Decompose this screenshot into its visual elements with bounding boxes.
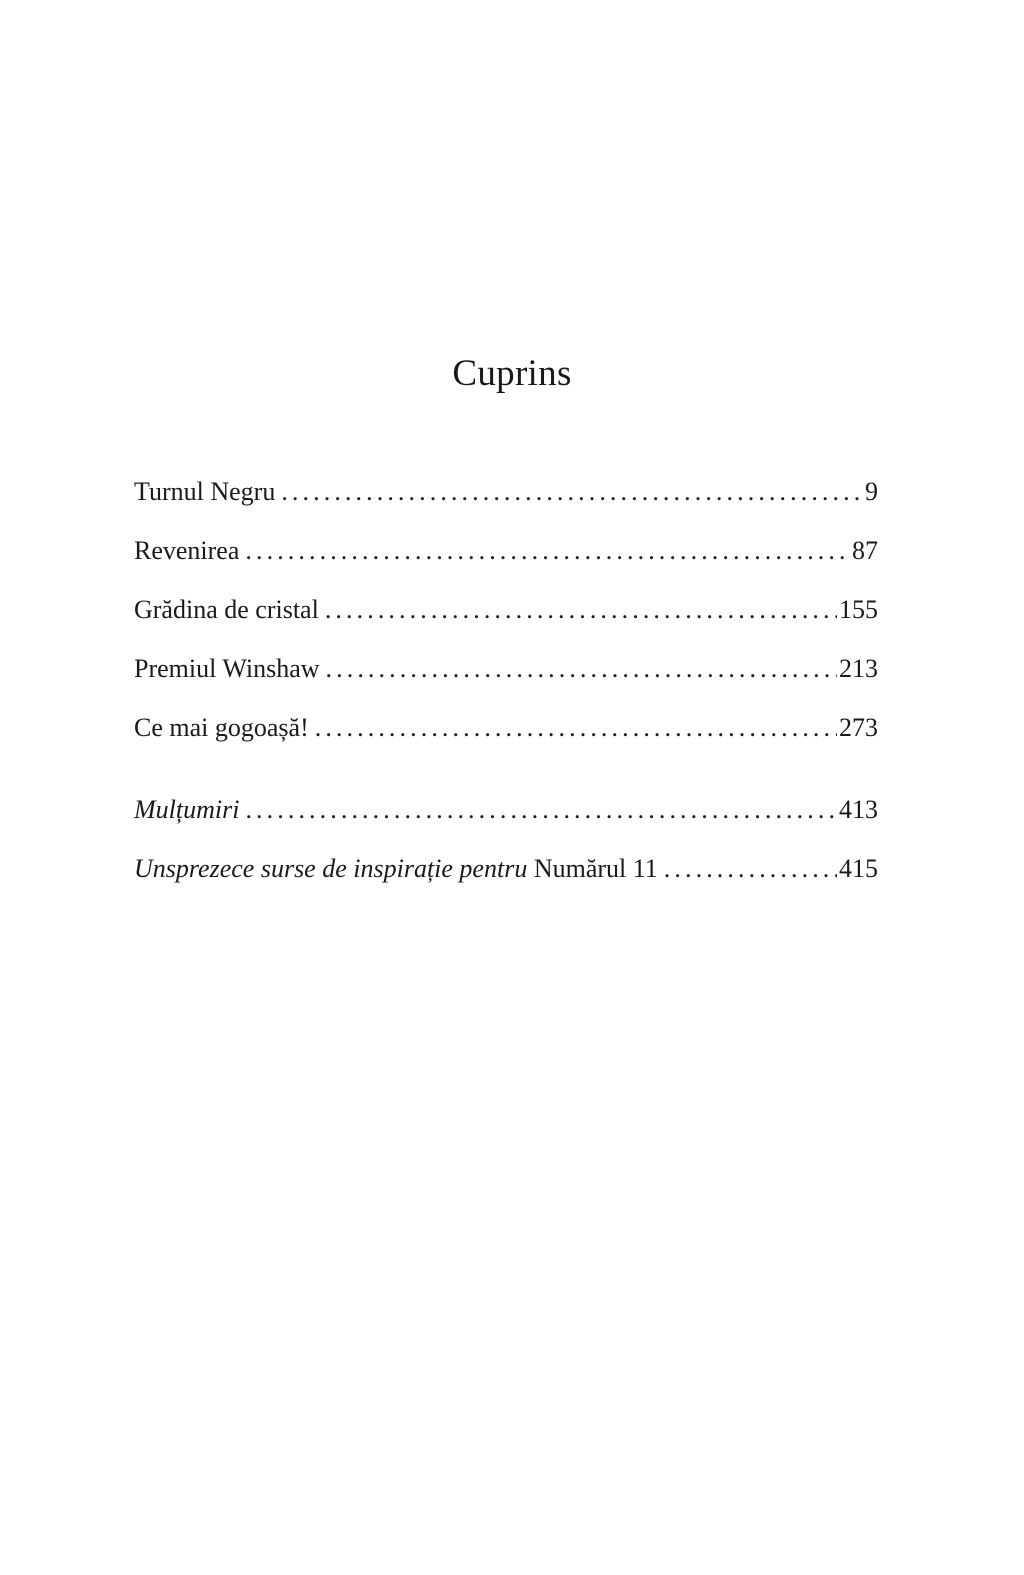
toc-entry-title-italic: Mulțumiri <box>134 795 240 824</box>
toc-page-number: 413 <box>839 795 878 824</box>
toc-leader-dots <box>664 851 837 887</box>
toc-entry-title <box>134 792 239 828</box>
toc-entry <box>134 710 878 769</box>
toc-leader-dots <box>326 651 837 687</box>
toc-entry-title-roman: Numărul 11 <box>533 854 658 883</box>
toc-entry <box>134 474 878 533</box>
toc-entry-title: Turnul Negru <box>134 477 276 506</box>
toc-entry-title <box>134 851 658 887</box>
toc-page-number: 87 <box>852 536 878 565</box>
toc-leader-dots <box>245 533 850 569</box>
toc-entry-title-italic: Unsprezece surse de inspirație pentru <box>134 854 528 883</box>
toc-leader-dots <box>245 792 837 828</box>
toc-entry <box>134 533 878 592</box>
toc-leader-dots <box>281 474 863 510</box>
page-title: Cuprins <box>452 353 572 394</box>
toc-entry-title: Ce mai gogoașă! <box>134 713 309 742</box>
toc-page-number: 155 <box>839 595 878 624</box>
toc-entry-title: Revenirea <box>134 536 240 565</box>
toc-entry <box>134 592 878 651</box>
toc-entry-title: Grădina de cristal <box>134 595 319 624</box>
toc-page-number: 273 <box>839 713 878 742</box>
toc-entry <box>134 792 878 851</box>
table-of-contents <box>134 474 878 769</box>
table-of-contents-extras <box>134 792 878 910</box>
toc-leader-dots <box>325 592 837 628</box>
toc-page-number: 415 <box>839 854 878 883</box>
toc-entry-title: Premiul Winshaw <box>134 654 320 683</box>
toc-entry <box>134 651 878 710</box>
toc-leader-dots <box>315 710 837 746</box>
toc-page-number: 9 <box>865 477 878 506</box>
toc-page-number: 213 <box>839 654 878 683</box>
toc-entry <box>134 851 878 910</box>
